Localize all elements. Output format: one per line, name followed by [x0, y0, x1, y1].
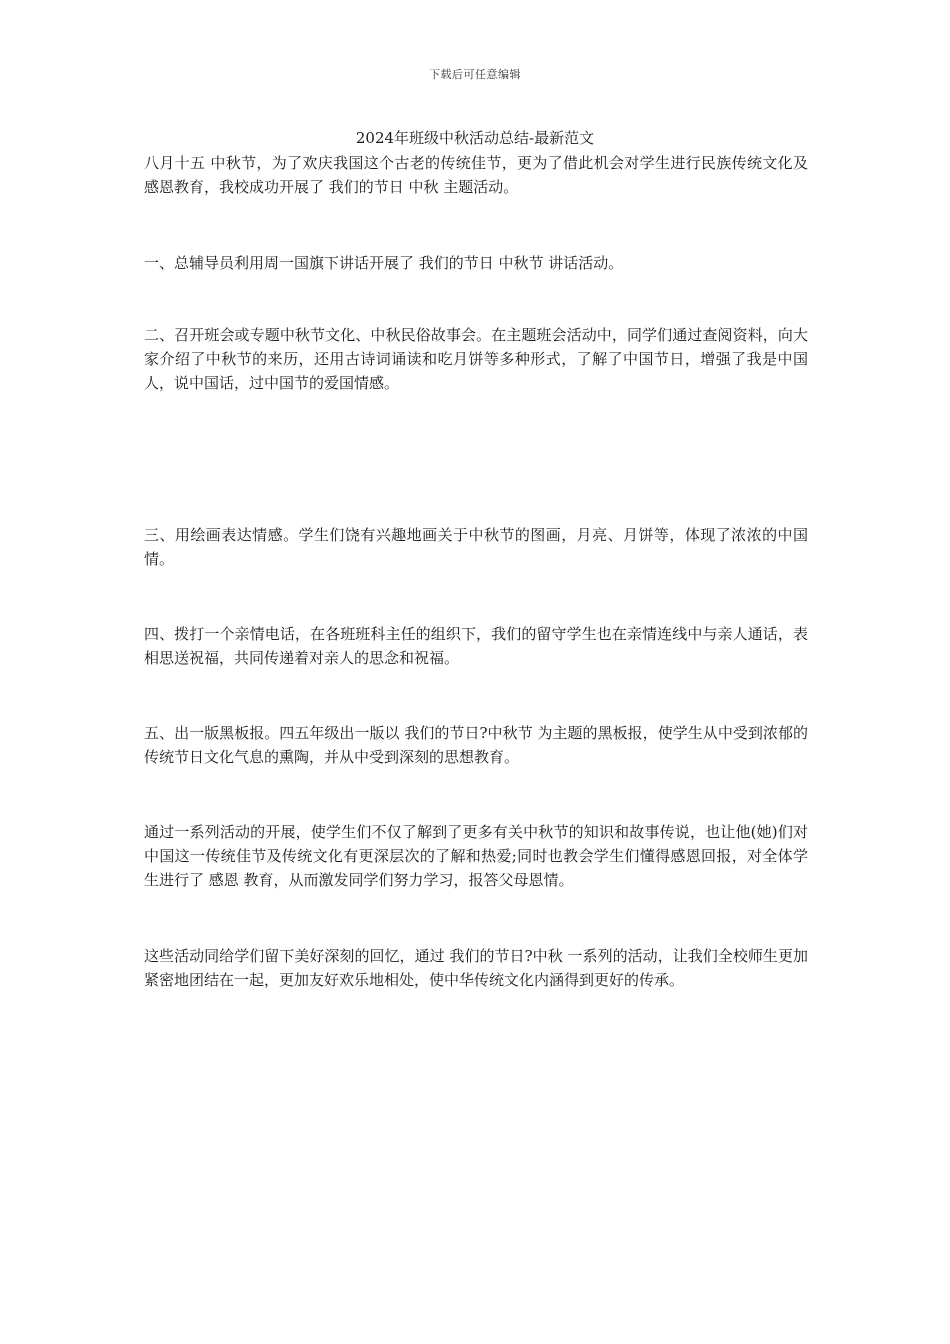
paragraph-summary: 通过一系列活动的开展，使学生们不仅了解到了更多有关中秋节的知识和故事传说，也让他(她)们对中国这一传统佳节及传统文化有更深层次的了解和热爱;同时也教会学生们懂得感恩回报，对全体学生进行了 感恩 教育，从而激发同学们努力学习，报答父母恩情。	[144, 823, 808, 889]
paragraph-conclusion: 这些活动同给学们留下美好深刻的回忆，通过 我们的节日?中秋 一系列的活动，让我们全校师生更加紧密地团结在一起，更加友好欢乐地相处，使中华传统文化内涵得到更好的传承。	[144, 947, 808, 989]
paragraph-intro: 八月十五 中秋节，为了欢庆我国这个古老的传统佳节，更为了借此机会对学生进行民族传统文化及感恩教育，我校成功开展了 我们的节日 中秋 主题活动。	[144, 154, 808, 196]
header-note: 下载后可任意编辑	[429, 68, 521, 81]
paragraph-item-4: 四、拨打一个亲情电话，在各班班科主任的组织下，我们的留守学生也在亲情连线中与亲人通话，表相思送祝福，共同传递着对亲人的思念和祝福。	[144, 625, 808, 667]
paragraph-item-1: 一、总辅导员利用周一国旗下讲话开展了 我们的节日 中秋节 讲话活动。	[144, 254, 624, 272]
document-title: 2024年班级中秋活动总结-最新范文	[355, 129, 595, 147]
paragraph-item-5: 五、出一版黑板报。四五年级出一版以 我们的节日?中秋节 为主题的黑板报，使学生从中受到浓郁的传统节日文化气息的熏陶，并从中受到深刻的思想教育。	[144, 724, 808, 766]
paragraph-item-3: 三、用绘画表达情感。学生们饶有兴趣地画关于中秋节的图画，月亮、月饼等，体现了浓浓的中国情。	[144, 526, 808, 568]
paragraph-item-2: 二、召开班会或专题中秋节文化、中秋民俗故事会。在主题班会活动中，同学们通过查阅资料，向大家介绍了中秋节的来历，还用古诗词诵读和吃月饼等多种形式，了解了中国节日，增强了我是中国人，说中国话，过中国节的爱国情感。	[144, 326, 808, 392]
